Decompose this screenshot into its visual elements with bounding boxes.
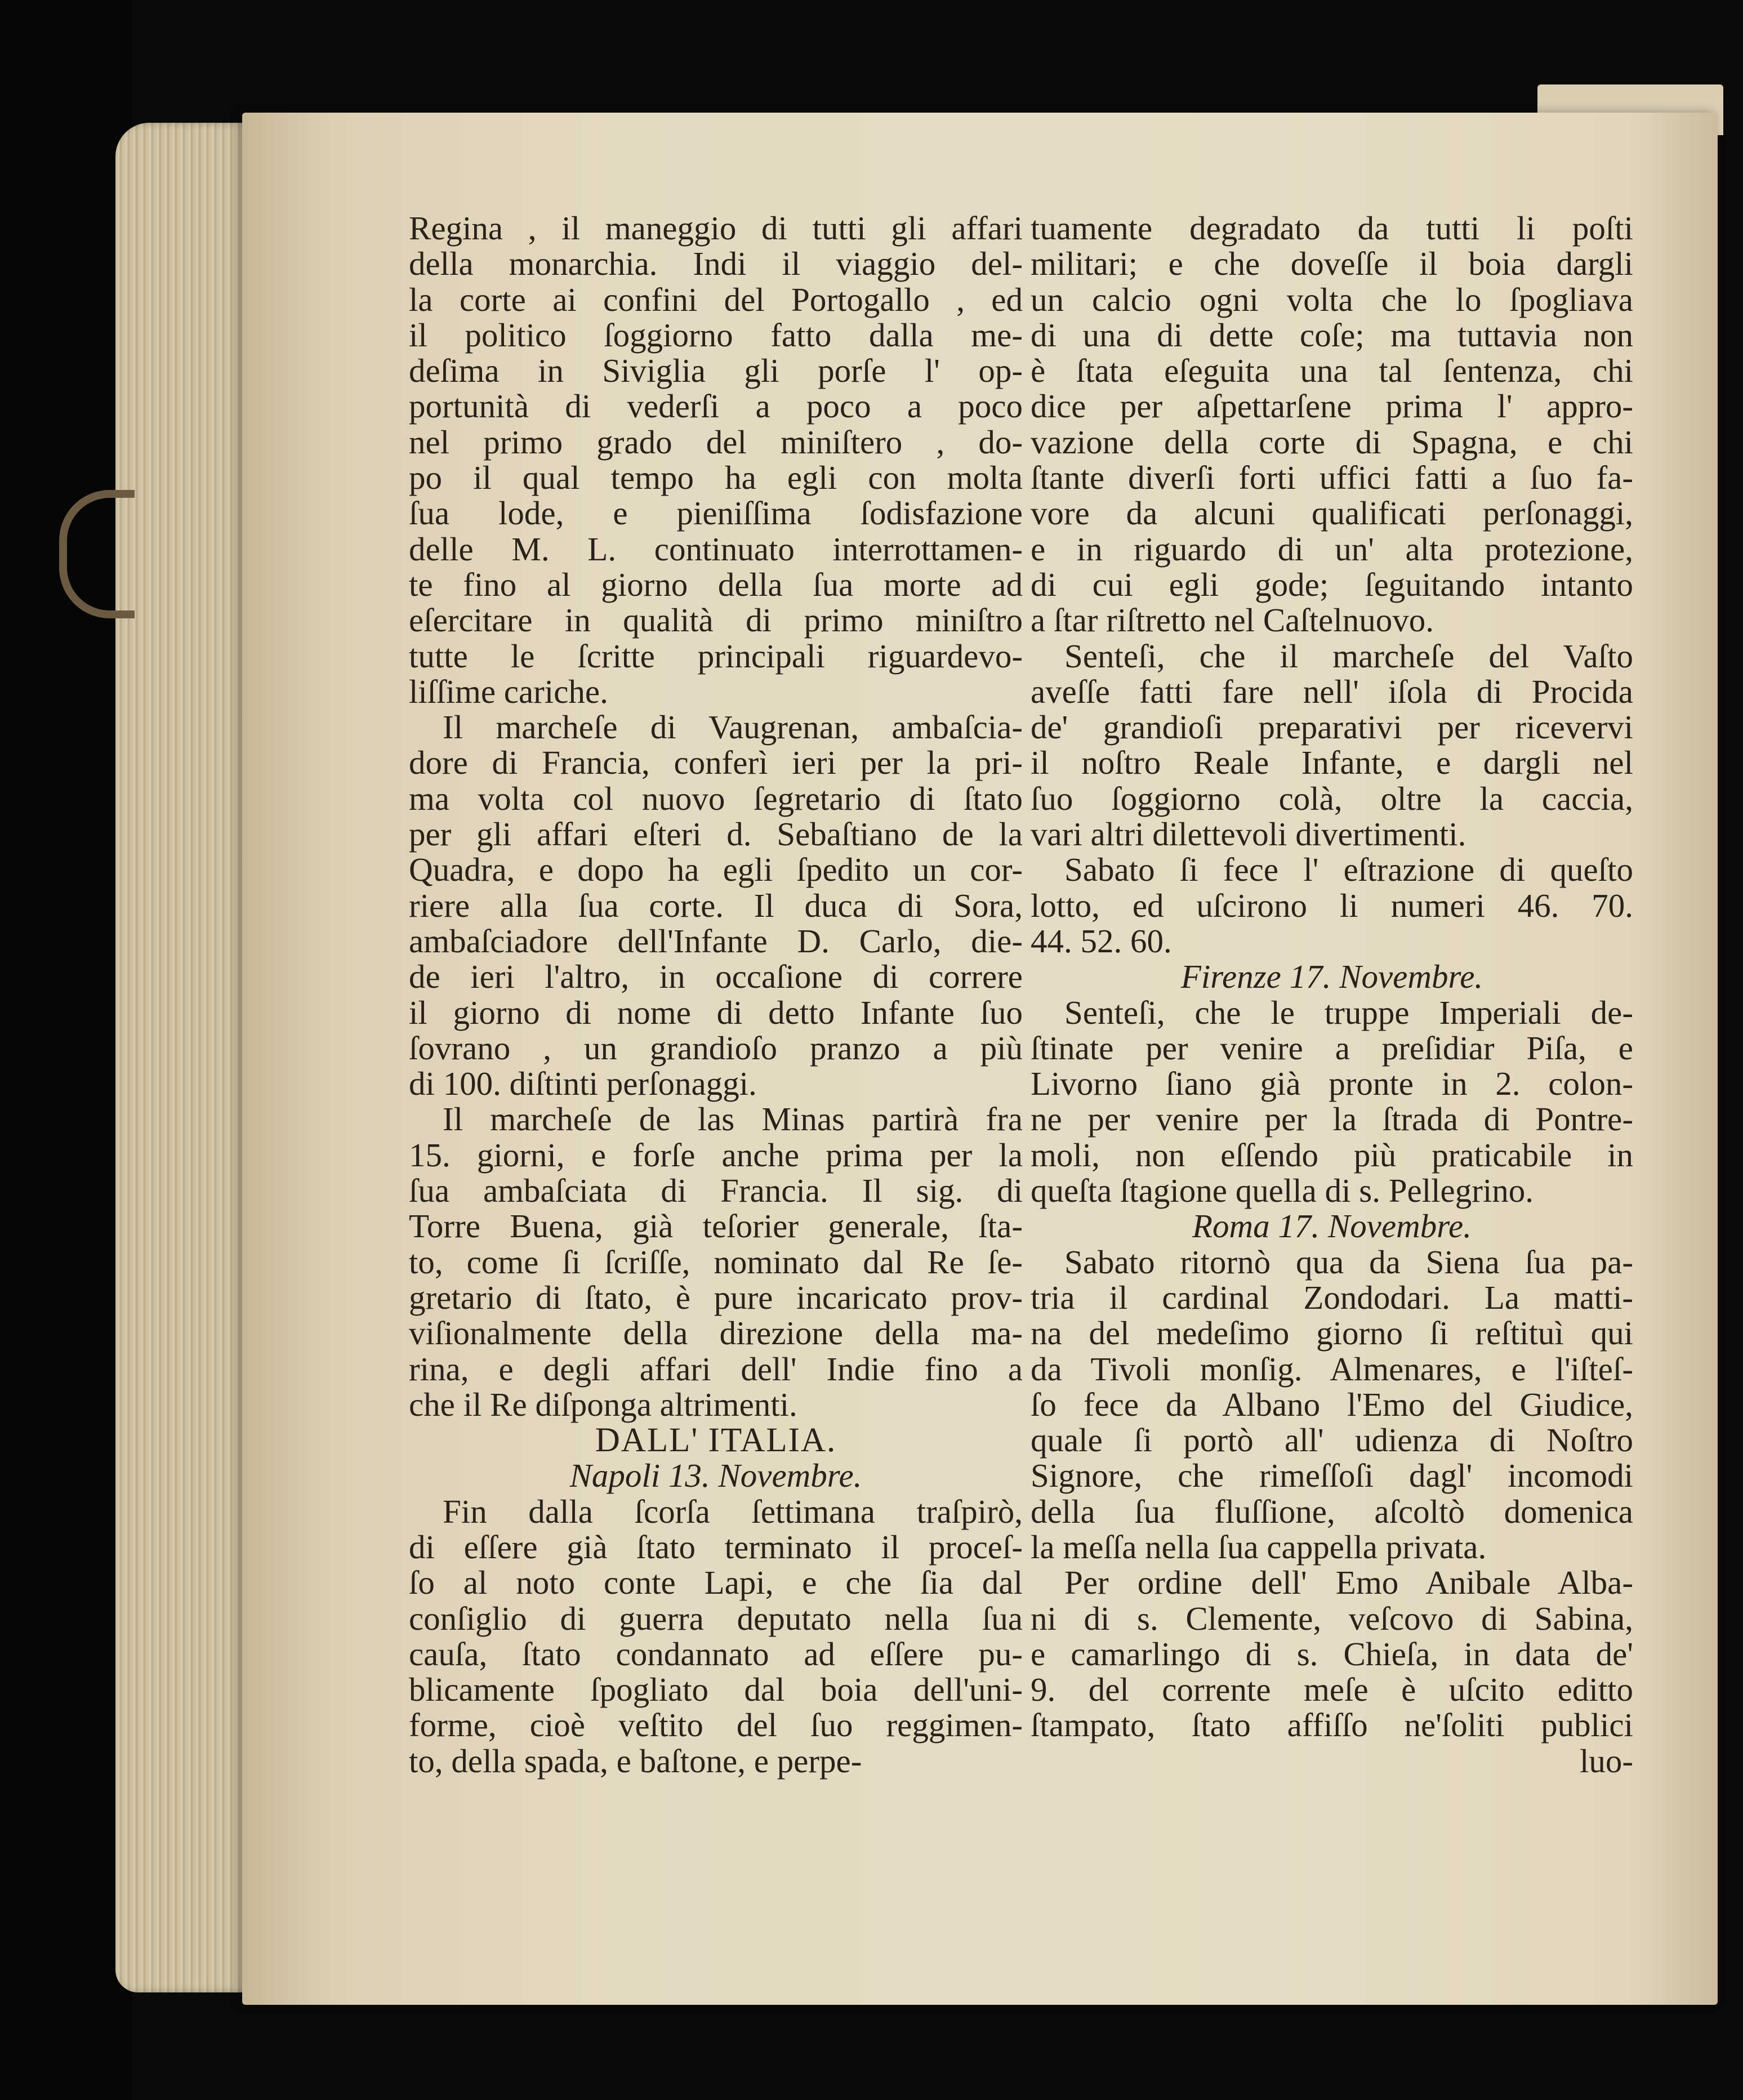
text-line: liſſime cariche. xyxy=(409,672,608,710)
text-line: tria il cardinal Zondodari. La matti- xyxy=(1031,1278,1633,1316)
text-line: dice per aſpettarſene prima l' appro- xyxy=(1031,387,1633,425)
text-line: un calcio ogni volta che lo ſpogliava xyxy=(1031,280,1633,318)
text-line: dore di Francia, conferì ieri per la pri- xyxy=(409,744,1023,782)
text-line: aveſſe fatti fare nell' iſola di Procida xyxy=(1031,672,1633,710)
catchword: luo- xyxy=(1579,1742,1633,1780)
text-line: di eſſere già ſtato terminato il proceſ- xyxy=(409,1528,1023,1566)
text-line: Torre Buena, già teſorier generale, ſta- xyxy=(409,1207,1023,1245)
text-line: ſua lode, e pieniſſima ſodisfazione xyxy=(409,494,1023,532)
text-line: blicamente ſpogliato dal boia dell'uni- xyxy=(409,1671,1023,1709)
text-line: della ſua fluſſione, aſcoltò domenica xyxy=(1031,1492,1633,1530)
text-line: ne per venire per la ſtrada di Pontre- xyxy=(1031,1100,1633,1138)
text-line: ſtinate per venire a preſidiar Piſa, e xyxy=(1031,1029,1633,1067)
text-line: de' grandioſi preparativi per ricevervi xyxy=(1031,708,1633,746)
text-line: il giorno di nome di detto Infante ſuo xyxy=(409,993,1023,1031)
text-line: vore da alcuni qualificati perſonaggi, xyxy=(1031,494,1633,532)
text-line: ſtampato, ſtato affiſſo ne'ſoliti publici xyxy=(1031,1706,1633,1744)
text-line: tutte le ſcritte principali riguardevo- xyxy=(409,637,1023,675)
text-line: il politico ſoggiorno fatto dalla me- xyxy=(409,316,1023,354)
text-line: è ſtata eſeguita una tal ſentenza, chi xyxy=(1031,352,1633,390)
text-line: queſta ſtagione quella di s. Pellegrino. xyxy=(1031,1172,1534,1210)
text-line: Regina , il maneggio di tutti gli affari xyxy=(409,209,1023,247)
text-line: ſovrano , un grandioſo pranzo a più xyxy=(409,1029,1023,1067)
text-line: vazione della corte di Spagna, e chi xyxy=(1031,423,1633,461)
text-line: ſua ambaſciata di Francia. Il sig. di xyxy=(409,1172,1023,1210)
text-line: Quadra, e dopo ha egli ſpedito un cor- xyxy=(409,851,1023,889)
text-line: e camarlingo di s. Chieſa, in data de' xyxy=(1031,1635,1633,1673)
text-line: Il marcheſe de las Minas partirà fra xyxy=(443,1100,1023,1138)
text-line: ma volta col nuovo ſegretario di ſtato xyxy=(409,779,1023,817)
text-line: a ſtar riſtretto nel Caſtelnuovo. xyxy=(1031,601,1434,639)
text-line: il noſtro Reale Infante, e dargli nel xyxy=(1031,744,1633,782)
text-line: portunità di vederſi a poco a poco xyxy=(409,387,1023,425)
text-line: Signore, che rimeſſoſi dagl' incomodi xyxy=(1031,1457,1633,1495)
text-line: ſo fece da Albano l'Emo del Giudice, xyxy=(1031,1385,1633,1423)
text-line: la corte ai confini del Portogallo , ed xyxy=(409,280,1023,318)
text-line: to, come ſi ſcriſſe, nominato dal Re ſe- xyxy=(409,1243,1023,1281)
text-line: Senteſi, che il marcheſe del Vaſto xyxy=(1064,637,1633,675)
text-line: po il qual tempo ha egli con molta xyxy=(409,459,1023,497)
dateline: Napoli 13. Novembre. xyxy=(569,1457,862,1495)
dateline: Roma 17. Novembre. xyxy=(1192,1207,1472,1245)
text-line: Senteſi, che le truppe Imperiali de- xyxy=(1064,993,1633,1031)
text-line: ſtante diverſi forti uffici fatti a ſuo fa- xyxy=(1031,459,1633,497)
right-column xyxy=(1031,211,1633,1779)
text-line: Fin dalla ſcorſa ſettimana traſpirò, xyxy=(443,1492,1023,1530)
text-line: rina, e degli affari dell' Indie fino a xyxy=(409,1350,1023,1388)
text-line: eſercitare in qualità di primo miniſtro xyxy=(409,601,1023,639)
text-line: ni di s. Clemente, veſcovo di Sabina, xyxy=(1031,1599,1633,1637)
text-line: cauſa, ſtato condannato ad eſſere pu- xyxy=(409,1635,1023,1673)
text-line: Sabato ritornò qua da Siena ſua pa- xyxy=(1064,1243,1633,1281)
text-line: te fino al giorno della ſua morte ad xyxy=(409,565,1023,603)
text-line: militari; e che doveſſe il boia dargli xyxy=(1031,245,1633,283)
text-line: nel primo grado del miniſtero , do- xyxy=(409,423,1023,461)
text-line: Per ordine dell' Emo Anibale Alba- xyxy=(1064,1564,1633,1602)
text-line: ſo al noto conte Lapi, e che ſia dal xyxy=(409,1564,1023,1602)
text-line: Il marcheſe di Vaugrenan, ambaſcia- xyxy=(443,708,1023,746)
text-line: forme, cioè veſtito del ſuo reggimen- xyxy=(409,1706,1023,1744)
text-line: de ieri l'altro, in occaſione di correre xyxy=(409,958,1023,996)
text-line: 15. giorni, e forſe anche prima per la xyxy=(409,1136,1023,1174)
text-line: e in riguardo di un' alta protezione, xyxy=(1031,530,1633,568)
text-line: lotto, ed uſcirono li numeri 46. 70. xyxy=(1031,886,1633,924)
bookmark-string xyxy=(59,490,135,618)
text-line: conſiglio di guerra deputato nella ſua xyxy=(409,1599,1023,1637)
text-line: da Tivoli monſig. Almenares, e l'iſteſ- xyxy=(1031,1350,1633,1388)
text-line: vari altri dilettevoli divertimenti. xyxy=(1031,815,1466,853)
text-line: quale ſi portò all' udienza di Noſtro xyxy=(1031,1421,1633,1459)
text-line: riere alla ſua corte. Il duca di Sora, xyxy=(409,886,1023,924)
text-line: ſuo ſoggiorno colà, oltre la caccia, xyxy=(1031,779,1633,817)
text-line: tuamente degradato da tutti li poſti xyxy=(1031,209,1633,247)
text-line: delle M. L. continuato interrottamen- xyxy=(409,530,1023,568)
text-line: deſima in Siviglia gli porſe l' op- xyxy=(409,352,1023,390)
text-line: na del medeſimo giorno ſi reſtituì qui xyxy=(1031,1314,1633,1352)
text-line: di una di dette coſe; ma tuttavia non xyxy=(1031,316,1633,354)
text-line: Livorno ſiano già pronte in 2. colon- xyxy=(1031,1065,1633,1103)
text-line: 44. 52. 60. xyxy=(1031,922,1172,960)
text-line: 9. del corrente meſe è uſcito editto xyxy=(1031,1671,1633,1709)
dateline: Firenze 17. Novembre. xyxy=(1180,958,1483,996)
text-line: di cui egli gode; ſeguitando intanto xyxy=(1031,565,1633,603)
text-line: ambaſciadore dell'Infante D. Carlo, die- xyxy=(409,922,1023,960)
text-line: viſionalmente della direzione della ma- xyxy=(409,1314,1023,1352)
text-line: per gli affari eſteri d. Sebaſtiano de la xyxy=(409,815,1023,853)
text-line: gretario di ſtato, è pure incaricato prov- xyxy=(409,1278,1023,1316)
text-line: la meſſa nella ſua cappella privata. xyxy=(1031,1528,1487,1566)
text-line: Sabato ſi fece l' eſtrazione di queſto xyxy=(1064,851,1633,889)
book-spine xyxy=(0,0,132,2100)
text-line: di 100. diſtinti perſonaggi. xyxy=(409,1065,757,1103)
left-column xyxy=(409,211,1023,1779)
text-line: della monarchia. Indi il viaggio del- xyxy=(409,245,1023,283)
text-line: moli, non eſſendo più praticabile in xyxy=(1031,1136,1633,1174)
text-line: che il Re diſponga altrimenti. xyxy=(409,1385,797,1423)
text-line: to, della spada, e baſtone, e perpe- xyxy=(409,1742,862,1780)
section-heading: DALL' ITALIA. xyxy=(595,1421,837,1460)
